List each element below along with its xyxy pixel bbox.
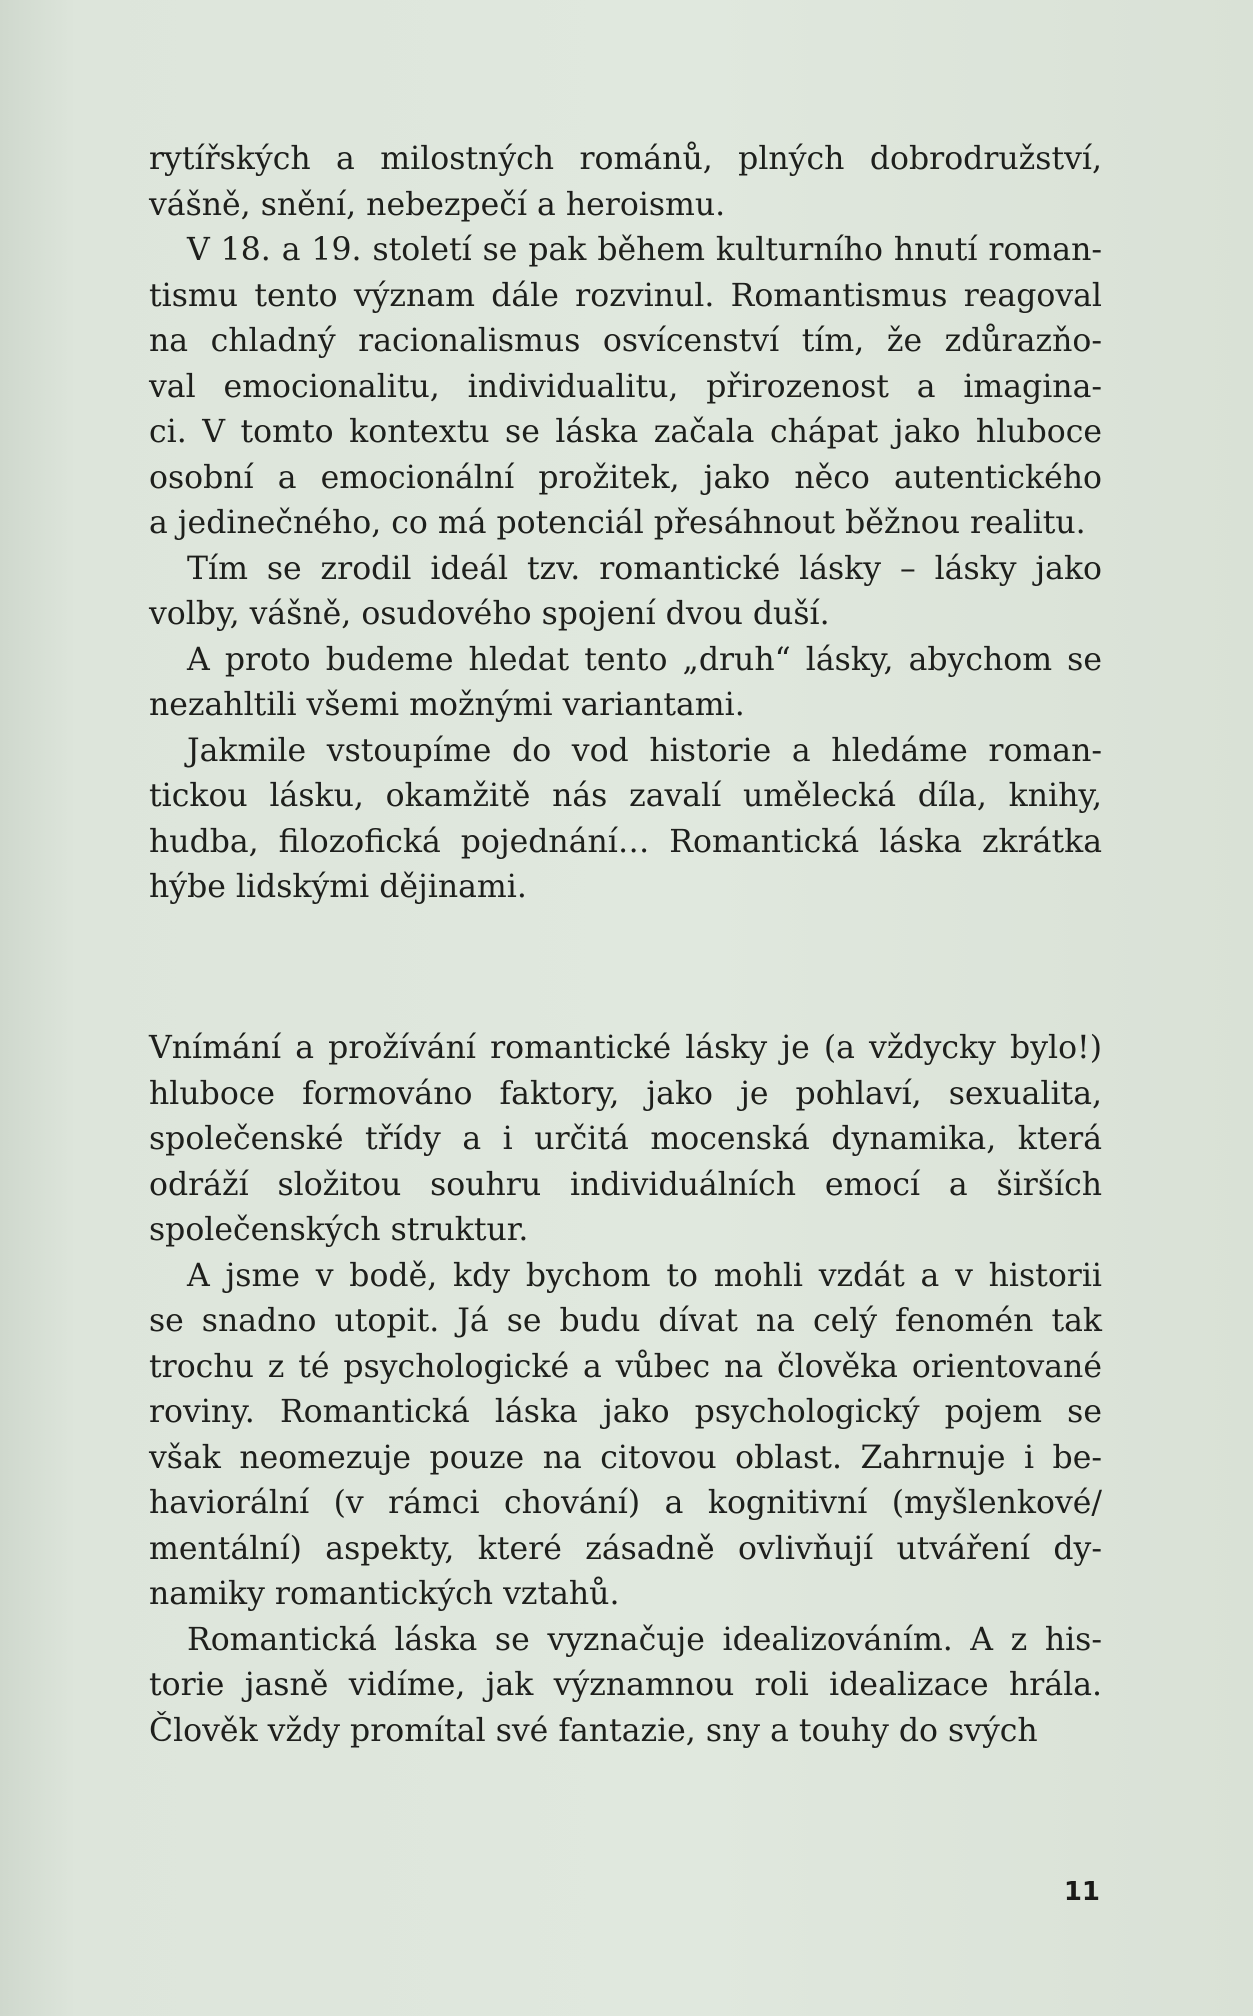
text-line: odráží složitou souhru individuálních emocí a širších — [149, 1166, 1102, 1203]
text-line: V 18. a 19. století se pak během kulturního hnutí roman- — [187, 232, 1102, 268]
text-line: a jedinečného, co má potenciál přesáhnout běžnou realitu. — [149, 505, 1086, 541]
text-line: společenské třídy a i určitá mocenská dynamika, která — [149, 1121, 1102, 1157]
text-line: Vnímání a prožívání romantické lásky je (a vždycky bylo!) — [149, 1030, 1102, 1066]
text-line: A proto budeme hledat tento „druh“ lásky, abychom se — [187, 641, 1102, 678]
text-line: společenských struktur. — [149, 1212, 529, 1248]
text-line: Člověk vždy promítal své fantazie, sny a touhy do svých — [149, 1712, 1038, 1749]
text-line: osobní a emocionální prožitek, jako něco autentického — [149, 459, 1102, 496]
text-line: namiky romantických vztahů. — [149, 1576, 620, 1612]
text-line: A jsme v bodě, kdy bychom to mohli vzdát a v historii — [187, 1257, 1102, 1294]
text-line: tismu tento význam dále rozvinul. Romantismus reagoval — [149, 277, 1102, 314]
text-line: trochu z té psychologické a vůbec na člověka orientované — [149, 1348, 1102, 1385]
page-number: 11 — [1063, 1877, 1100, 1907]
text-line: vášně, snění, nebezpečí a heroismu. — [149, 186, 726, 223]
text-line: Tím se zrodil ideál tzv. romantické lásky – lásky jako — [187, 550, 1102, 587]
text-line: hluboce formováno faktory, jako je pohlaví, sexualita, — [149, 1075, 1102, 1112]
text-line: se snadno utopit. Já se budu dívat na celý fenomén tak — [149, 1303, 1102, 1339]
text-line: val emocionalitu, individualitu, přirozenost a imagina- — [149, 368, 1102, 405]
text-line: hýbe lidskými dějinami. — [149, 869, 527, 905]
text-line: rytířských a milostných románů, plných dobrodružství, — [149, 141, 1102, 177]
text-line: nezahltili všemi možnými variantami. — [149, 687, 745, 723]
text-line: roviny. Romantická láska jako psychologický pojem se — [149, 1394, 1102, 1430]
text-line: Jakmile vstoupíme do vod historie a hledáme roman- — [187, 732, 1102, 769]
text-line: tickou lásku, okamžitě nás zavalí umělecká díla, knihy, — [149, 778, 1102, 814]
text-line: torie jasně vidíme, jak významnou roli idealizace hrála. — [149, 1667, 1102, 1703]
text-line: volby, vášně, osudového spojení dvou duší. — [149, 596, 830, 632]
text-line: ci. V tomto kontextu se láska začala chápat jako hluboce — [149, 414, 1102, 450]
text-line: haviorální (v rámci chování) a kognitivní (myšlenkové/ — [149, 1485, 1102, 1521]
text-line: na chladný racionalismus osvícenství tím, že zdůrazňo- — [149, 323, 1102, 359]
text-section-bottom — [149, 1026, 1102, 1754]
text-line: však neomezuje pouze na citovou oblast. Zahrnuje i be- — [149, 1439, 1102, 1476]
text-line: Romantická láska se vyznačuje idealizováním. A z his- — [187, 1621, 1102, 1658]
text-line: hudba, filozofická pojednání… Romantická láska zkrátka — [149, 823, 1102, 860]
text-line: mentální) aspekty, které zásadně ovlivňují utváření dy- — [149, 1530, 1102, 1567]
text-section-top — [149, 137, 1102, 911]
